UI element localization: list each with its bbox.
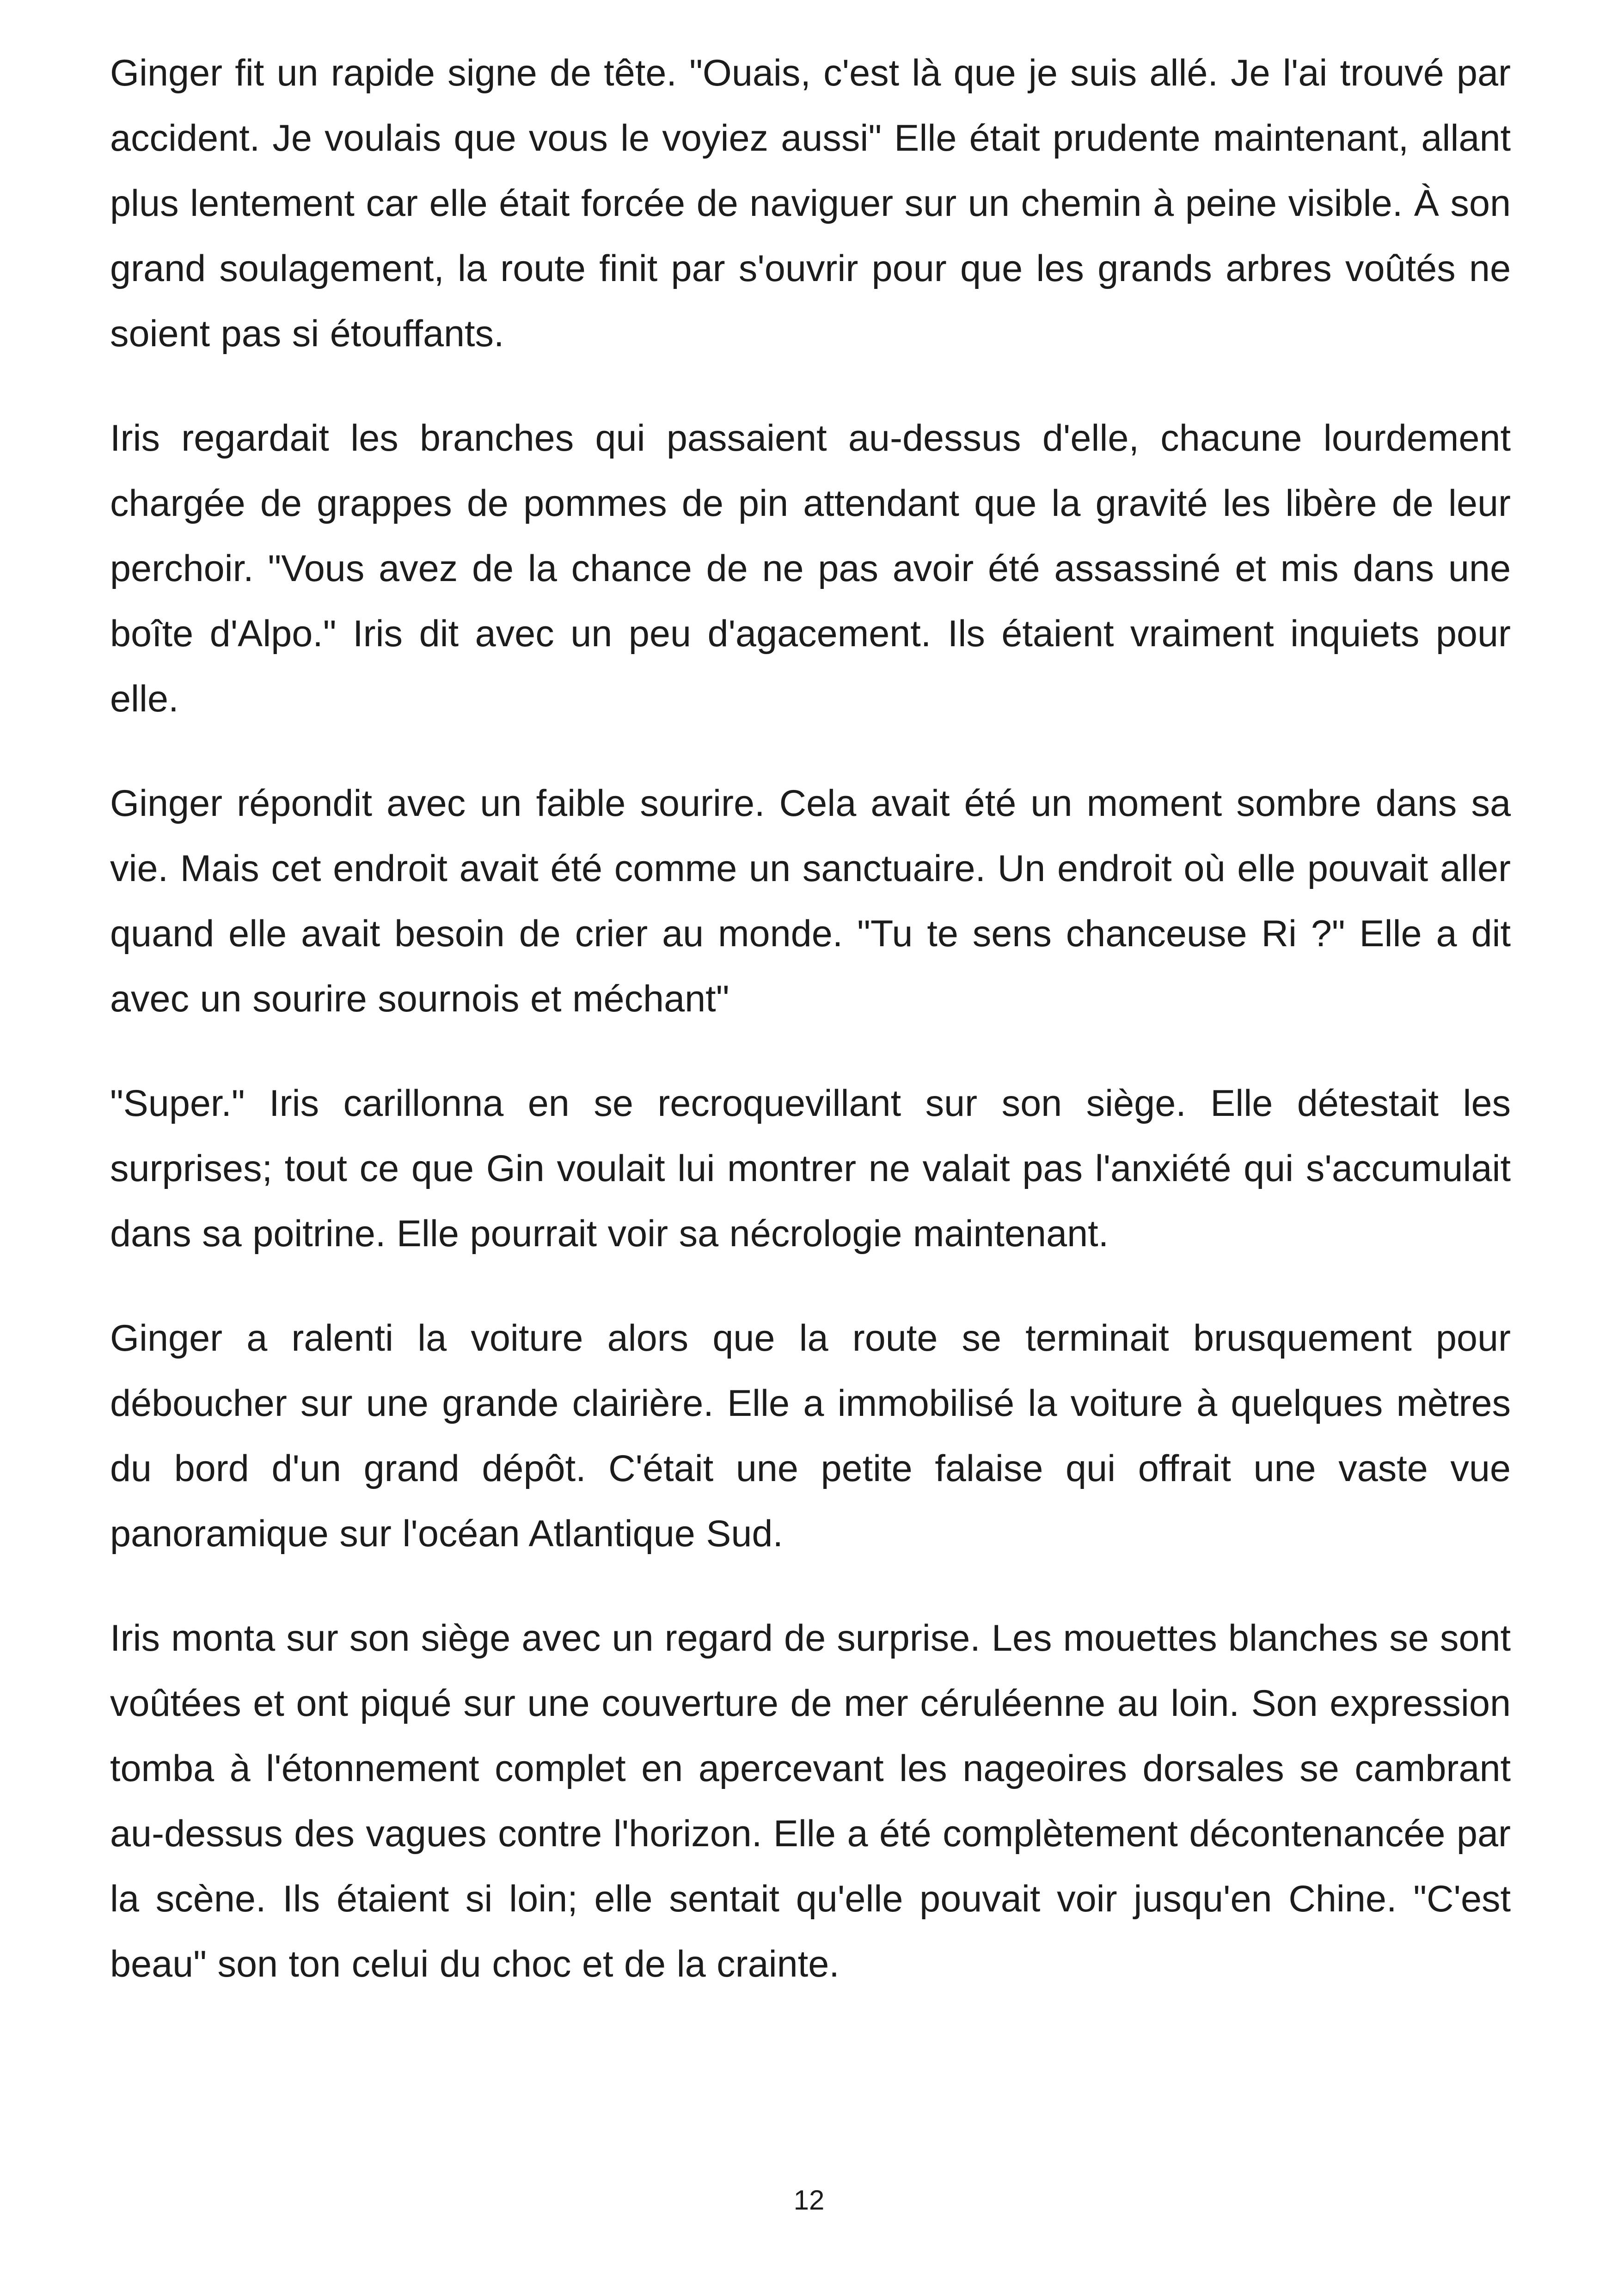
body-text: [110, 41, 1511, 1997]
paragraph-2: Iris regardait les branches qui passaient au-dessus d'elle, chacune lourdement chargée de grappes de pommes de pin attendant que la gravité les libère de leur perchoir. "Vous avez de la chance de ne pas avoir été assassiné et mis dans une boîte d'Alpo." Iris dit avec un peu d'agacement. Ils étaient vraiment inquiets pour elle.: [110, 417, 1511, 720]
paragraph-6: Iris monta sur son siège avec un regard de surprise. Les mouettes blanches se sont voûtées et ont piqué sur une couverture de mer céruléenne au loin. Son expression tomba à l'étonnement complet en apercevant les nageoires dorsales se cambrant au-dessus des vagues contre l'horizon. Elle a été complètement décontenancée par la scène. Ils étaient si loin; elle sentait qu'elle pouvait voir jusqu'en Chine. "C'est beau" son ton celui du choc et de la crainte.: [110, 1617, 1511, 1985]
paragraph-3: Ginger répondit avec un faible sourire. Cela avait été un moment sombre dans sa vie. Mais cet endroit avait été comme un sanctuaire. Un endroit où elle pouvait aller quand elle avait besoin de crier au monde. "Tu te sens chanceuse Ri ?" Elle a dit avec un sourire sournois et méchant": [110, 783, 1511, 1020]
page-number: 12: [793, 2185, 825, 2216]
paragraph-1: Ginger fit un rapide signe de tête. "Ouais, c'est là que je suis allé. Je l'ai trouvé par accident. Je voulais que vous le voyiez aussi" Elle était prudente maintenant, allant plus lentement car elle était forcée de naviguer sur un chemin à peine visible. À son grand soulagement, la route finit par s'ouvrir pour que les grands arbres voûtés ne soient pas si étouffants.: [110, 52, 1511, 355]
paragraph-5: Ginger a ralenti la voiture alors que la route se terminait brusquement pour déboucher sur une grande clairière. Elle a immobilisé la voiture à quelques mètres du bord d'un grand dépôt. C'était une petite falaise qui offrait une vaste vue panoramique sur l'océan Atlantique Sud.: [110, 1317, 1511, 1555]
paragraph-4: "Super." Iris carillonna en se recroquevillant sur son siège. Elle détestait les surprises; tout ce que Gin voulait lui montrer ne valait pas l'anxiété qui s'accumulait dans sa poitrine. Elle pourrait voir sa nécrologie maintenant.: [110, 1083, 1511, 1255]
